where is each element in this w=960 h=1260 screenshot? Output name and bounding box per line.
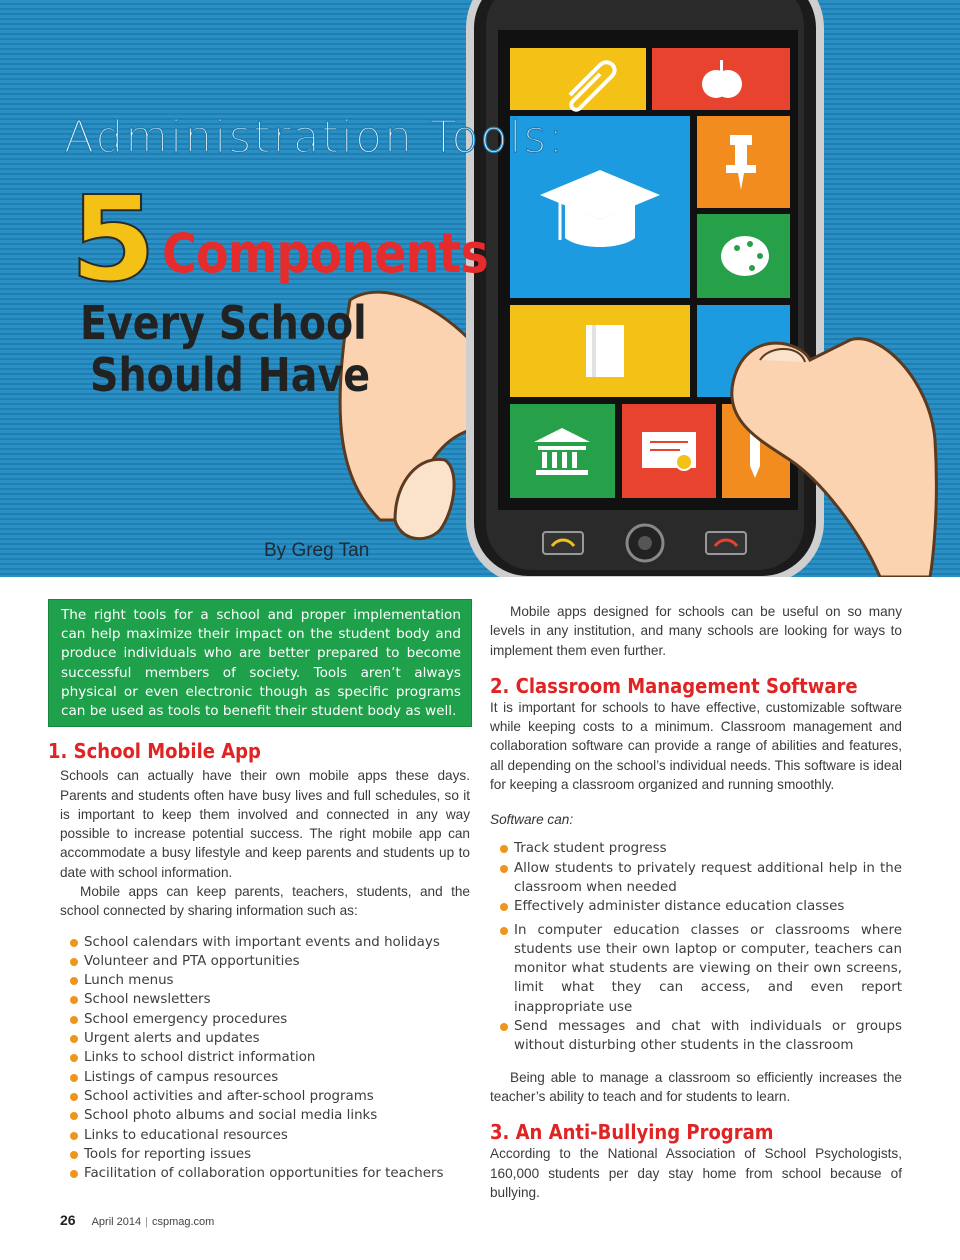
bullet-dot-icon bbox=[70, 1151, 78, 1159]
answer-call-icon bbox=[543, 532, 583, 554]
bullet-dot-icon bbox=[70, 958, 78, 966]
hero-title-line4: Should Have bbox=[90, 348, 371, 402]
bullet-dot-icon bbox=[70, 996, 78, 1004]
bullet-dot-icon bbox=[500, 845, 508, 853]
bullet-text: Allow students to privately request additional help in the classroom when needed bbox=[514, 860, 902, 895]
end-call-icon bbox=[706, 532, 746, 554]
bullet-dot-icon bbox=[70, 1112, 78, 1120]
left-column bbox=[48, 599, 472, 1183]
bullet-text: Effectively administer distance education classes bbox=[514, 899, 845, 915]
bullet-item bbox=[60, 1164, 470, 1183]
bullet-item bbox=[60, 1145, 470, 1164]
bullet-dot-icon bbox=[70, 1035, 78, 1043]
bullet-text: School calendars with important events and holidays bbox=[84, 934, 440, 950]
bullet-text: School newsletters bbox=[84, 992, 211, 1008]
section2-paragraph-1: It is important for schools to have effective, customizable software while keeping costs to a minimum. Classroom management and collaboration software can provide a range of abilities and features, all depending on the school’s individual needs. This software is ideal for keeping a classroom organized and running smoothly. bbox=[490, 699, 902, 793]
site-link[interactable]: cspmag.com bbox=[151, 1216, 215, 1228]
section1-paragraph-2: Mobile apps can keep parents, teachers, students, and the school connected by sharing information such as: bbox=[60, 884, 470, 919]
bullet-dot-icon bbox=[70, 1054, 78, 1062]
bullet-item bbox=[60, 1010, 470, 1029]
section2-bullet-list-a bbox=[490, 839, 902, 916]
bullet-dot-icon bbox=[500, 903, 508, 911]
section3-heading: 3. An Anti-Bullying Program bbox=[490, 1120, 774, 1145]
bullet-item bbox=[490, 859, 902, 898]
palette-icon bbox=[721, 236, 769, 276]
page-number: 26 bbox=[60, 1212, 76, 1228]
bullet-dot-icon bbox=[70, 1093, 78, 1101]
bullet-text: Listings of campus resources bbox=[84, 1069, 279, 1085]
bullet-dot-icon bbox=[500, 927, 508, 935]
bullet-text: School emergency procedures bbox=[84, 1011, 288, 1027]
software-can-label: Software can: bbox=[490, 812, 574, 828]
hero-number: 5 bbox=[69, 170, 157, 308]
section1-paragraph-1: Schools can actually have their own mobile apps these days. Parents and students often have busy lives and full schedules, so it is important to keep them involved and connected in any way possible to increase potential success. The right mobile app can accommodate a busy lifestyle and keep parents and students up to date with school information. bbox=[60, 768, 470, 880]
section2-paragraph-2: Being able to manage a classroom so efficiently increases the teacher’s ability to teach and for students to learn. bbox=[490, 1069, 902, 1104]
bullet-text: Send messages and chat with individuals or groups without disturbing other students in the classroom bbox=[514, 1019, 902, 1054]
bullet-item bbox=[60, 1087, 470, 1106]
bullet-item bbox=[60, 1068, 470, 1087]
bullet-text: Urgent alerts and updates bbox=[84, 1031, 260, 1047]
section1-heading: 1. School Mobile App bbox=[48, 739, 261, 764]
hero-title-line3: Every School bbox=[80, 296, 367, 350]
bullet-item bbox=[60, 1029, 470, 1048]
bullet-item bbox=[60, 952, 470, 971]
intro-box: The right tools for a school and proper implementation can help maximize their impact on the student body and produce individuals who are better prepared to become successful members of society. Tools aren’t always physical or even electronic though as specific programs can be used as tools to benefit their student body as well. bbox=[48, 599, 472, 727]
bullet-text: School photo albums and social media links bbox=[84, 1108, 378, 1124]
bullet-item bbox=[60, 1106, 470, 1125]
book-icon bbox=[586, 325, 624, 377]
certificate-icon bbox=[642, 432, 696, 470]
bullet-item bbox=[60, 933, 470, 952]
hero-title-components: Components bbox=[162, 222, 488, 285]
bullet-item bbox=[490, 921, 902, 1017]
bullet-item bbox=[490, 897, 902, 916]
section2-heading: 2. Classroom Management Software bbox=[490, 673, 858, 698]
bullet-item bbox=[60, 990, 470, 1009]
bullet-dot-icon bbox=[70, 1170, 78, 1178]
bullet-text: Facilitation of collaboration opportunities for teachers bbox=[84, 1166, 444, 1182]
section3-paragraph-1: According to the National Association of School Psychologists, 160,000 students per day stay home from school because of bullying. bbox=[490, 1146, 902, 1200]
hero-illustration bbox=[0, 0, 960, 577]
bullet-text: In computer education classes or classrooms where students use their own laptop or computer, teachers can monitor what students are viewing on their own screens, limit what they can access, and even report inappropriate use bbox=[514, 922, 902, 1015]
bullet-dot-icon bbox=[70, 977, 78, 985]
bullet-text: Lunch menus bbox=[84, 973, 174, 989]
bullet-dot-icon bbox=[70, 1132, 78, 1140]
bullet-dot-icon bbox=[500, 1023, 508, 1031]
section1-paragraph-3: Mobile apps designed for schools can be useful on so many levels in any institution, and many schools are looking for ways to implement them even further. bbox=[490, 604, 902, 658]
bullet-text: Tools for reporting issues bbox=[84, 1146, 252, 1162]
right-column bbox=[490, 602, 902, 1202]
hero-title-line1: Administration Tools: bbox=[64, 112, 566, 163]
bullet-text: Volunteer and PTA opportunities bbox=[84, 953, 300, 969]
bullet-dot-icon bbox=[500, 865, 508, 873]
page-footer: 26 April 2014 | cspmag.com bbox=[60, 1212, 215, 1228]
section2-bullet-list-b bbox=[490, 921, 902, 1056]
bullet-item bbox=[60, 1126, 470, 1145]
section1-bullet-list bbox=[60, 933, 470, 1184]
bullet-item bbox=[490, 1017, 902, 1056]
bullet-dot-icon bbox=[70, 1016, 78, 1024]
bullet-item bbox=[490, 839, 902, 858]
issue-date: April 2014 bbox=[91, 1216, 142, 1228]
byline: By Greg Tan bbox=[264, 540, 370, 561]
bullet-text: Track student progress bbox=[514, 841, 667, 857]
bullet-item bbox=[60, 1048, 470, 1067]
bullet-text: Links to educational resources bbox=[84, 1127, 288, 1143]
bullet-text: School activities and after-school programs bbox=[84, 1088, 374, 1104]
bullet-item bbox=[60, 971, 470, 990]
bullet-dot-icon bbox=[70, 939, 78, 947]
bullet-dot-icon bbox=[70, 1074, 78, 1082]
bullet-text: Links to school district information bbox=[84, 1050, 316, 1066]
